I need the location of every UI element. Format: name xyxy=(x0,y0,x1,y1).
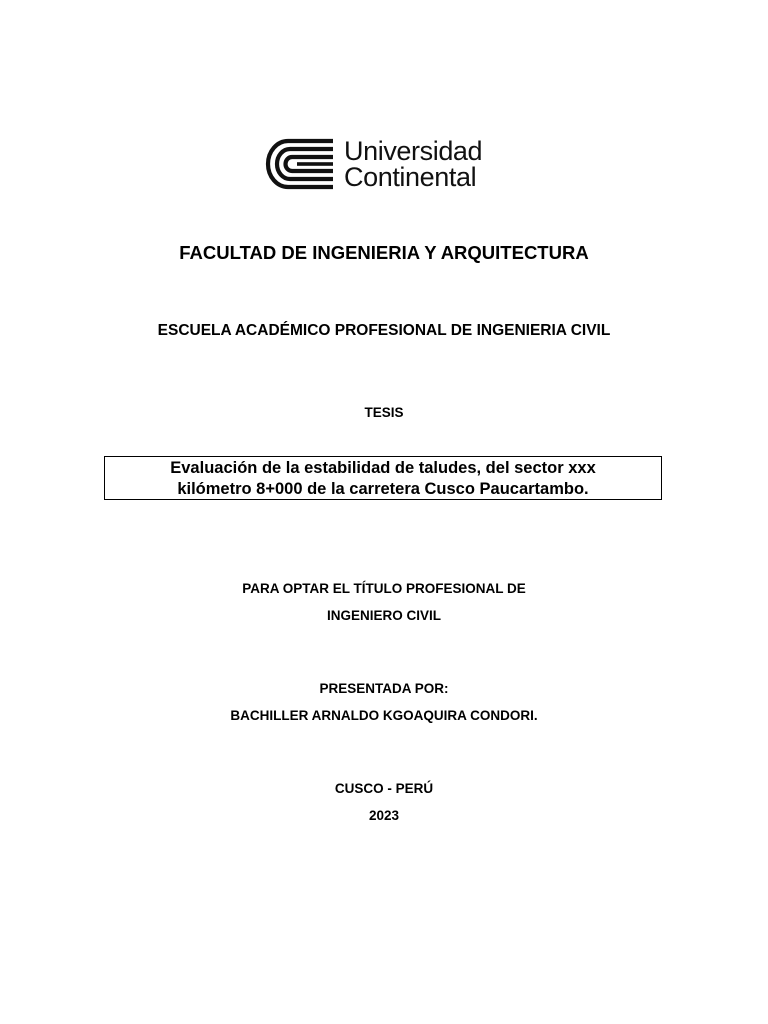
thesis-title-line-1: Evaluación de la estabilidad de taludes, del sector xxx xyxy=(170,459,596,477)
degree-line-2: INGENIERO CIVIL xyxy=(326,608,441,623)
degree-line-1: PARA OPTAR EL TÍTULO PROFESIONAL DE xyxy=(242,581,526,596)
logo-line-1: Universidad xyxy=(344,136,483,166)
presented-by-label: PRESENTADA POR: xyxy=(319,681,449,696)
year: 2023 xyxy=(368,808,400,823)
university-logo-icon xyxy=(264,137,334,191)
logo-wordmark xyxy=(344,138,482,190)
document-type: TESIS xyxy=(364,405,404,420)
logo-line-2: Continental xyxy=(344,162,477,192)
location: CUSCO - PERÚ xyxy=(334,781,434,796)
faculty-heading: FACULTAD DE INGENIERIA Y ARQUITECTURA xyxy=(179,242,589,263)
thesis-title-line-2: kilómetro 8+000 de la carretera Cusco Paucartambo. xyxy=(177,480,589,498)
thesis-title-box xyxy=(104,456,662,500)
university-logo xyxy=(264,136,482,192)
author-name: BACHILLER ARNALDO KGOAQUIRA CONDORI. xyxy=(230,708,538,723)
school-heading: ESCUELA ACADÉMICO PROFESIONAL DE INGENIERIA CIVIL xyxy=(157,322,611,339)
